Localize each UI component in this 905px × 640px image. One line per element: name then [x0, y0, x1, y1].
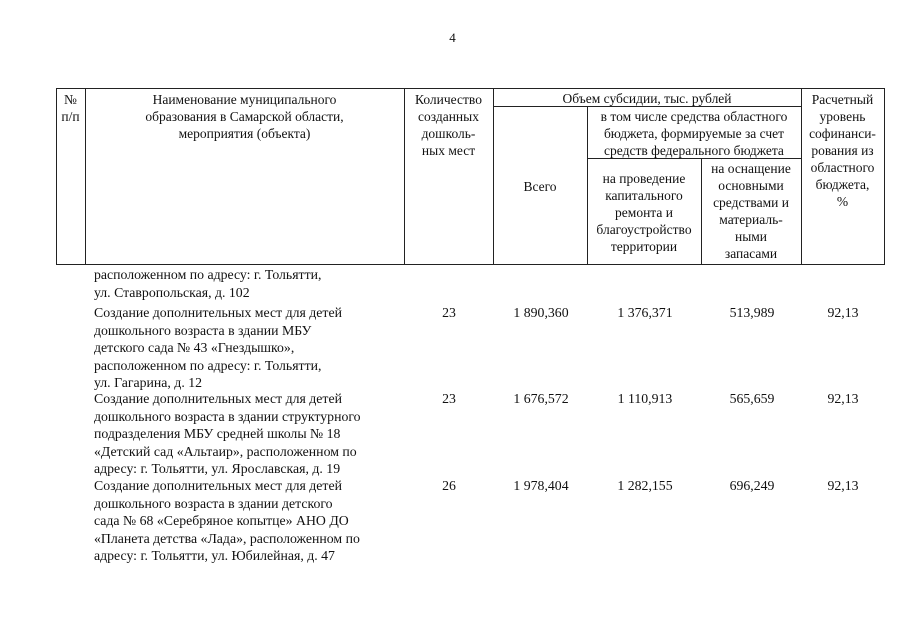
header-col-equipment: на оснащение основными средствами и материаль- ными запасами	[711, 161, 791, 261]
header-col-number: № п/п	[61, 92, 80, 124]
row-total: 1 676,572	[513, 391, 569, 406]
header-col-total: Всего	[523, 179, 557, 194]
header-bottom-border	[56, 264, 884, 265]
row-count: 23	[442, 391, 456, 406]
header-col-name: Наименование муниципального образования в Самарской области, мероприятия (объекта)	[145, 92, 344, 141]
row-total: 1 890,360	[513, 305, 569, 320]
row-capital: 1 282,155	[617, 478, 673, 493]
header-col-count: Количество созданных дошколь- ных мест	[415, 92, 482, 158]
row-count: 23	[442, 305, 456, 320]
header-col-capital: на проведение капитального ремонта и благоустройство территории	[596, 171, 692, 254]
row-capital: 1 110,913	[617, 391, 673, 406]
page-number: 4	[449, 30, 456, 45]
row-equipment: 696,249	[729, 478, 775, 493]
row-equipment: 513,989	[729, 305, 775, 320]
header-col-rate: Расчетный уровень софинанси- рования из областного бюджета, %	[809, 92, 876, 209]
row-name: Создание дополнительных мест для детей дошкольного возраста в здании структурного подразделения МБУ средней школы № 18 «Детский сад «Альтаир», расположенном по адресу: г. Тольятти, ул. Ярославская, д. 19	[94, 391, 361, 477]
header-col-subsidy: Объем субсидии, тыс. рублей	[562, 91, 732, 106]
row-rate: 92,13	[827, 305, 859, 320]
header-col-federal: в том числе средства областного бюджета, формируемые за счет средств федерального бюджета	[600, 109, 788, 158]
continuation-text: расположенном по адресу: г. Тольятти, ул. Ставропольская, д. 102	[94, 267, 322, 300]
header-top-border	[56, 88, 884, 89]
row-capital: 1 376,371	[617, 305, 673, 320]
row-name: Создание дополнительных мест для детей дошкольного возраста в здании детского сада № 68 «Серебряное копытце» АНО ДО «Планета детства «Лада», расположенном по адресу: г. Тольятти, ул. Юбилейная, д. 47	[94, 478, 360, 564]
row-total: 1 978,404	[513, 478, 569, 493]
row-rate: 92,13	[827, 391, 859, 406]
header-border-right	[884, 88, 885, 265]
row-rate: 92,13	[827, 478, 859, 493]
row-count: 26	[442, 478, 456, 493]
table-header	[56, 88, 884, 265]
row-equipment: 565,659	[729, 391, 775, 406]
header-border	[493, 88, 494, 265]
row-name: Создание дополнительных мест для детей дошкольного возраста в здании МБУ детского сада № 43 «Гнездышко», расположенном по адресу: г. Тольятти, ул. Гагарина, д. 12	[94, 305, 342, 391]
